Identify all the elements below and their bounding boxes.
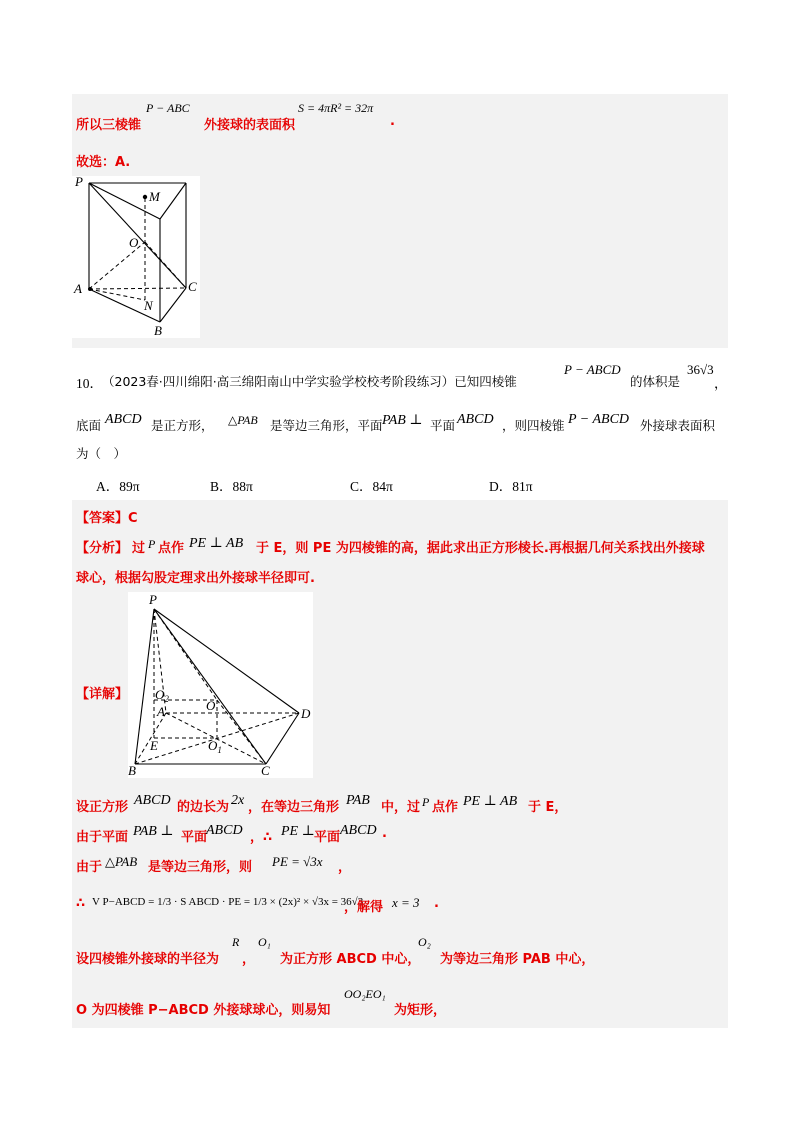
detail-l2-end: . [382,826,387,841]
prev-expr-surface: S = 4πR² = 32π [298,101,374,115]
option-c-value: 84π [372,479,393,494]
detail-l1-b: 的边长为 [177,800,230,815]
detail-l1-e: 点作 [432,800,459,815]
q10-text-volume-is: 的体积是 [630,374,681,389]
label-o1 [208,738,222,755]
q10-text-then: ，则四棱锥 [502,418,565,433]
detail-l2-b: 平面 [181,830,208,845]
label-o2-sub: 2 [164,694,169,704]
analysis-line2: 球心，根据勾股定理求出外接球半径即可. [76,571,315,586]
detail-l6-b: 为矩形， [394,1003,447,1018]
detail-line1 [76,793,726,815]
detail-l3-triangle: △PAB [105,854,138,869]
option-d-value: 81π [512,479,533,494]
prism-figure [72,176,200,338]
detail-l5-b: ， [242,952,256,967]
q10-text-square: 是正方形， [151,418,214,433]
option-d[interactable] [489,475,533,495]
answer-value: C [128,511,138,526]
detail-l5-o1: O₁ [258,935,271,949]
detail-l1-d: 中，过 [381,800,421,815]
detail-l5-r: R [232,935,240,949]
detail-line3 [76,853,726,875]
option-c[interactable] [350,475,393,495]
edge-cd [266,713,299,764]
detail-line4 [76,892,726,918]
detail-line2 [76,823,726,845]
pyramid-figure [128,592,313,778]
analysis-text-a: 过 [132,541,146,556]
q10-line2 [76,410,726,436]
analysis-line1 [76,537,726,557]
detail-l1-p: P [422,795,430,809]
q10-text-base: 底面 [76,418,102,433]
detail-l2-abcd-2: ABCD [340,823,377,838]
detail-l2-pab-perp: PAB ⊥ [133,824,174,839]
detail-line5 [76,933,726,967]
option-a-label: A． [96,479,120,494]
q10-text-equilateral: 是等边三角形，平面 [270,418,383,433]
analysis-text-b: 点作 [158,541,185,556]
edge-bc [160,288,186,322]
pyramid-diagram [128,592,313,778]
detail-l4-end: . [434,896,439,911]
prev-choice: 故选：A. [76,155,131,170]
label-c: C [188,279,197,294]
q10-source: （2023春·四川绵阳·高三绵阳南山中学实验学校校考阶段练习）已知四棱锥 [102,374,517,389]
detail-line6 [76,985,726,1019]
detail-l2-pe-perp: PE ⊥ [281,824,315,839]
q10-expr-pabcd-2: P − ABCD [568,412,630,427]
q10-expr-pab-perp: PAB ⊥ [382,413,423,428]
label-o2-main: O [155,687,165,702]
answer-tag: 【答案】 [76,511,129,526]
detail-l1-pab: PAB [346,793,370,808]
dash-ac [89,288,186,289]
edge-pd [154,609,299,713]
q10-line1 [76,360,726,390]
detail-l4-b: ，解得 [344,900,384,915]
detail-l3-end: ， [338,860,352,875]
detail-l6-a: O 为四棱锥 P−ABCD 外接球球心，则易知 [76,1003,331,1018]
label-n: N [144,298,153,313]
option-b-value: 88π [232,479,253,494]
prev-expr-pabc: P − ABC [146,101,190,115]
q10-expr-pabcd: P − ABCD [564,362,621,377]
label-d: D [301,706,311,721]
label-p: P [149,592,157,607]
point-a [88,287,92,291]
detail-l2-c: ，∴ [250,830,273,845]
option-a[interactable] [96,475,140,495]
detail-l5-o2: O₂ [418,935,431,949]
label-a: A [74,281,82,296]
q10-options [96,472,696,494]
detail-l1-abcd: ABCD [134,793,171,808]
detail-l3-b: 是等边三角形，则 [148,860,253,875]
detail-l1-f: 于 E， [528,800,568,815]
q10-comma: ， [714,376,728,391]
analysis-text-c: 于 E，则 PE 为四棱锥的高，据此求出正方形棱长.再根据几何关系找出外接球 [256,541,705,556]
q10-expr-abcd: ABCD [105,412,142,427]
q10-line3: 为（ ） [76,446,127,461]
dash-oc [145,242,186,288]
label-c: C [261,763,270,778]
prev-text-b: 外接球的表面积 [204,118,296,133]
analysis-expr-p: P [148,537,156,551]
prev-conclusion-line [76,101,726,135]
detail-l2-d: 平面 [314,830,341,845]
analysis-expr-pe-ab: PE ⊥ AB [189,536,244,551]
detail-l1-2x: 2x [231,793,245,808]
detail-l1-c: ，在等边三角形 [248,800,340,815]
dash-an [89,289,145,300]
label-b: B [154,323,162,338]
detail-l5-d: 为等边三角形 PAB 中心， [440,952,595,967]
label-b: B [128,763,136,778]
prism-diagram [72,176,200,338]
option-b[interactable] [210,475,253,495]
q10-expr-abcd-2: ABCD [457,412,494,427]
label-o: O [206,698,216,713]
option-d-label: D． [489,479,513,494]
prev-text-end: . [390,114,395,129]
label-a: A [157,704,165,719]
label-o2 [155,687,169,704]
option-b-label: B． [210,479,233,494]
analysis-tag: 【分析】 [76,541,129,556]
detail-l1-a: 设正方形 [76,800,129,815]
q10-number: 10． [76,376,103,391]
detail-l4-volume-expr: V P−ABCD = 1/3 · S ABCD · PE = 1/3 × (2x)² × √3x = 36√3 [92,896,364,908]
label-m: M [149,189,160,204]
label-p: P [75,176,83,189]
detail-l6-rect: OO₂EO₁ [344,987,386,1001]
q10-volume: 36√3 [687,362,714,377]
edge-top-right [160,183,186,219]
q10-text-plane: 平面 [430,418,456,433]
detail-l1-pe-ab: PE ⊥ AB [463,794,518,809]
detail-l3-pe-eq: PE = √3x [272,854,323,869]
prev-text-a: 所以三棱锥 [76,118,142,133]
option-c-label: C． [350,479,373,494]
detail-l2-abcd: ABCD [206,823,243,838]
q10-text-surface: 外接球表面积 [640,418,716,433]
point-m [143,195,147,199]
label-o1-main: O [208,738,218,753]
detail-l2-a: 由于平面 [76,830,129,845]
option-a-value: 89π [119,479,140,494]
label-o: O [129,235,139,250]
detail-l4-therefore: ∴ [76,896,86,911]
detail-tag: 【详解】 [76,687,129,702]
label-e: E [150,738,158,753]
q10-expr-triangle: △PAB [228,413,258,427]
detail-l5-a: 设四棱锥外接球的半径为 [76,952,220,967]
detail-l3-a: 由于 [76,860,103,875]
answer-line [76,507,138,526]
detail-l5-c: 为正方形 ABCD 中心， [280,952,421,967]
detail-l4-x3: x = 3 [392,895,420,910]
label-o1-sub: 1 [217,745,222,755]
